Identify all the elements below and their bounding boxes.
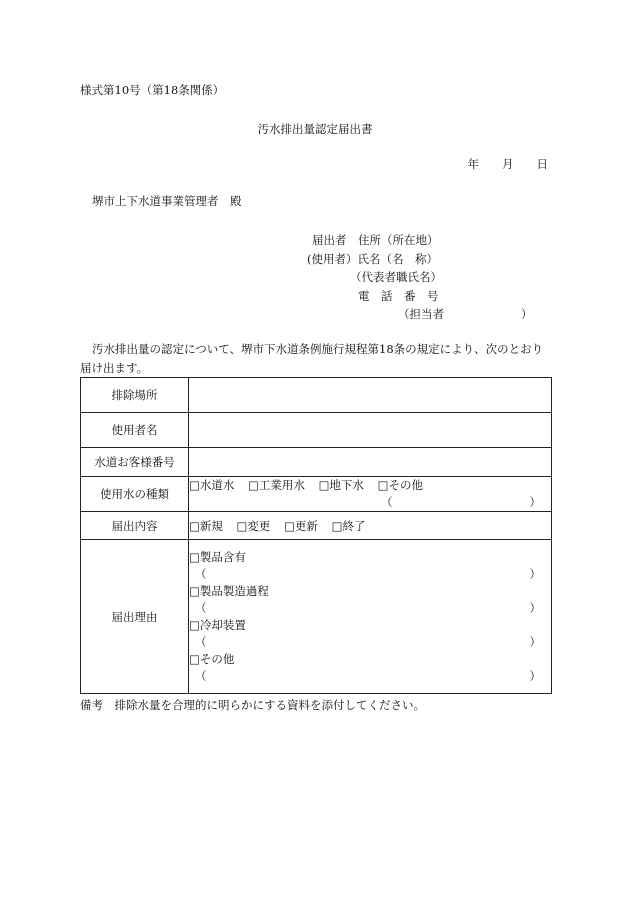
paren-close: ） <box>529 634 541 649</box>
intro-text: 汚水排出量の認定について、堺市下水道条例施行規程第18条の規定により、次のとおり届け出ます。 <box>80 342 544 375</box>
reason-option-process[interactable]: □製品製造過程 <box>189 583 269 598</box>
content-option-renewal[interactable]: □更新 <box>284 518 318 533</box>
applicant-address-label: 届出者 住所（所在地） <box>312 233 439 247</box>
form-number: 様式第10号（第18条関係） <box>80 83 225 97</box>
content-field <box>189 512 552 540</box>
contact-person-close: ） <box>521 307 533 321</box>
water-option-industrial[interactable]: □工業用水 <box>248 478 305 492</box>
content-label: 届出内容 <box>81 512 189 540</box>
water-option-tap[interactable]: □水道水 <box>189 478 235 492</box>
water-type-label: 使用水の種類 <box>81 477 189 512</box>
contact-person-label: （担当者 <box>398 307 444 321</box>
table-row <box>81 512 552 540</box>
paren-close: ） <box>529 495 541 509</box>
representative-label: （代表者職氏名） <box>350 270 442 284</box>
reason-option-product[interactable]: □製品含有 <box>189 549 246 564</box>
addressee: 堺市上下水道事業管理者 殿 <box>92 194 242 208</box>
content-option-change[interactable]: □変更 <box>236 518 271 533</box>
customer-number-field[interactable] <box>189 448 552 477</box>
reason-field <box>189 540 552 694</box>
paren-close: ） <box>529 668 541 683</box>
water-type-field <box>189 477 552 512</box>
remark-note: 備考 排除水量を合理的に明らかにする資料を添付してください。 <box>80 698 425 712</box>
table-row <box>81 448 552 477</box>
paren-open: （ <box>195 668 207 683</box>
table-row <box>81 413 552 448</box>
reason-option-cooling[interactable]: □冷却装置 <box>189 617 246 632</box>
paren-open: （ <box>195 566 207 581</box>
reason-option-other[interactable]: □その他 <box>189 651 235 666</box>
water-option-groundwater[interactable]: □地下水 <box>318 478 364 492</box>
table-row <box>81 378 552 413</box>
table-row <box>81 477 552 512</box>
water-option-other[interactable]: □その他 <box>377 478 423 492</box>
paren-open: （ <box>195 600 207 615</box>
user-name-field[interactable] <box>189 413 552 448</box>
place-field[interactable] <box>189 378 552 413</box>
content-option-new[interactable]: □新規 <box>189 518 223 533</box>
document-title: 汚水排出量認定届出書 <box>257 122 373 136</box>
reason-label: 届出理由 <box>81 540 189 694</box>
paren-close: ） <box>529 566 541 581</box>
paren-close: ） <box>529 600 541 615</box>
phone-label: 電 話 番 号 <box>358 289 439 303</box>
content-option-end[interactable]: □終了 <box>331 518 366 533</box>
applicant-name-label: (使用者）氏名（名 称） <box>307 252 438 266</box>
customer-number-label: 水道お客様番号 <box>81 448 189 477</box>
application-table <box>80 377 552 694</box>
paren-open: （ <box>381 495 393 509</box>
place-label: 排除場所 <box>81 378 189 413</box>
table-row <box>81 540 552 694</box>
paren-open: （ <box>195 634 207 649</box>
date-line: 年 月 日 <box>467 157 548 171</box>
user-name-label: 使用者名 <box>81 413 189 448</box>
